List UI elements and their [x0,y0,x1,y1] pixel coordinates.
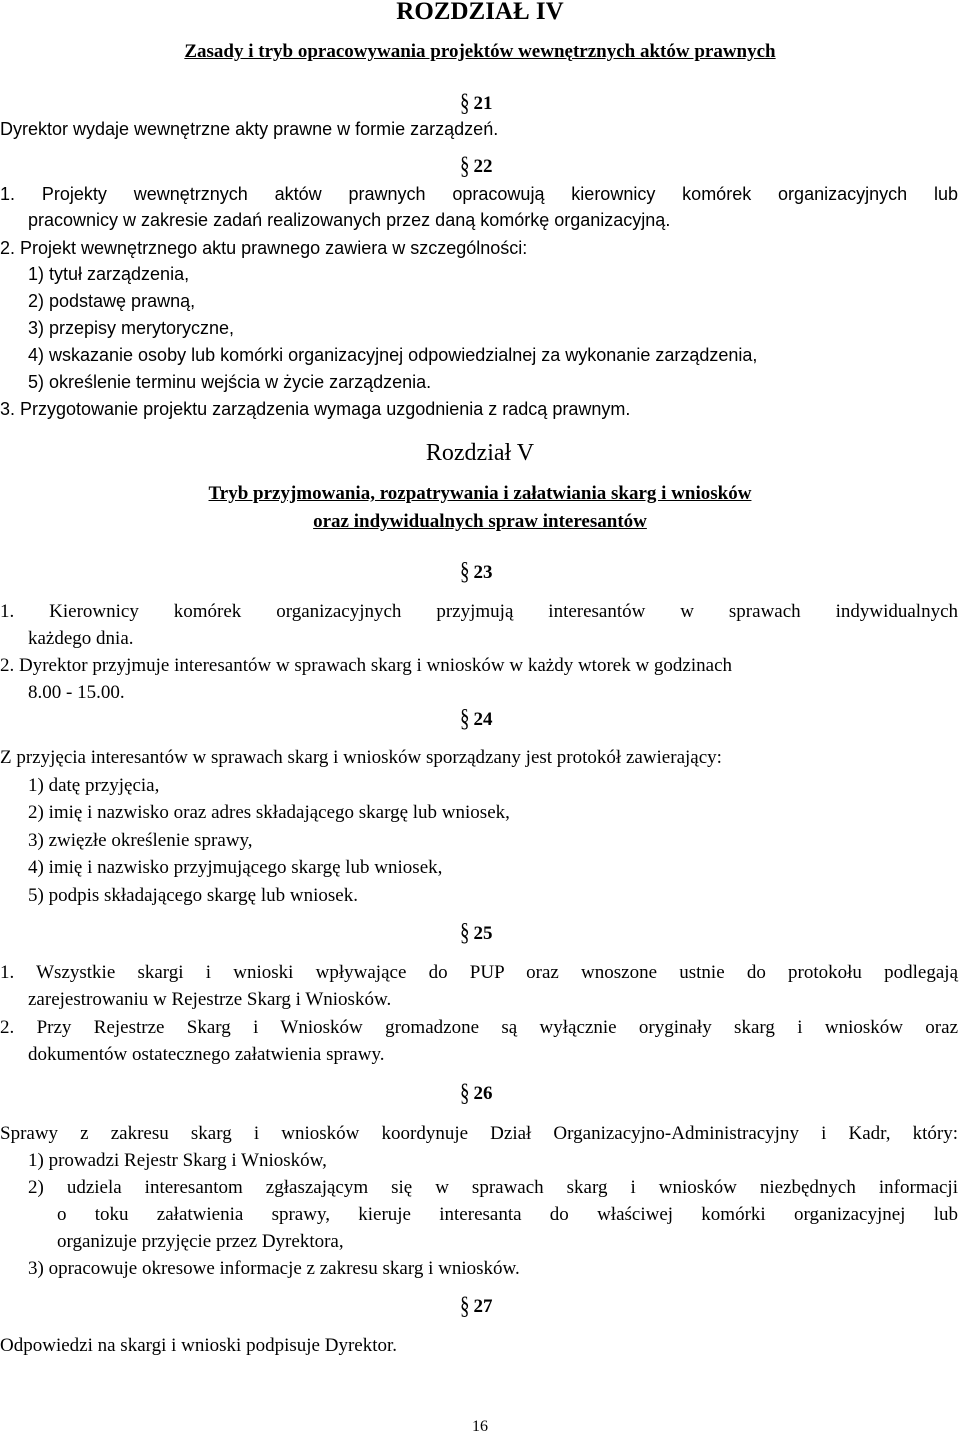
section-26-item-1: 1) prowadzi Rejestr Skarg i Wniosków, [28,1150,327,1171]
section-26-heading: § 26 [460,1079,493,1108]
section-21-heading: § 21 [460,89,493,118]
section-24-item-4: 4) imię i nazwisko przyjmującego skargę lub wniosek, [28,857,443,878]
section-25-heading: § 25 [460,919,493,948]
section-27-heading: § 27 [460,1292,493,1321]
section-25-p1-line2: zarejestrowaniu w Rejestrze Skarg i Wniosków. [28,989,392,1010]
section-22-heading: § 22 [460,152,493,181]
section-25-p1-line1: 1. Wszystkie skargi i wnioski wpływające do PUP oraz wnoszone ustnie do protokołu podlegają [0,962,958,983]
section-23-p1-line2: każdego dnia. [28,628,134,649]
section-22-p1-line1: 1. Projekty wewnętrznych aktów prawnych opracowują kierownicy komórek organizacyjnych lub [0,184,958,204]
chapter-4-subtitle: Zasady i tryb opracowywania projektów wewnętrznych aktów prawnych [184,41,776,62]
section-27-text: Odpowiedzi na skargi i wnioski podpisuje Dyrektor. [0,1335,398,1356]
chapter-5-subtitle-line2: oraz indywidualnych spraw interesantów [313,511,647,532]
chapter-4-title: ROZDZIAŁ IV [396,0,564,25]
chapter-5-title: Rozdział V [425,440,535,466]
section-22-item-2: 2) podstawę prawną, [28,291,196,311]
section-22-p3: 3. Przygotowanie projektu zarządzenia wymaga uzgodnienia z radcą prawnym. [0,399,631,419]
section-24-item-3: 3) zwięzłe określenie sprawy, [28,830,253,851]
section-26-item-2-line1: 2) udziela interesantom zgłaszającym się w sprawach skarg i wniosków niezbędnych informacji [28,1177,958,1198]
section-22-p2: 2. Projekt wewnętrznego aktu prawnego zawiera w szczególności: [0,238,528,258]
section-23-heading: § 23 [460,558,493,587]
section-26-item-2-line3: organizuje przyjęcie przez Dyrektora, [57,1231,344,1252]
section-23-p1-line1: 1. Kierownicy komórek organizacyjnych przyjmują interesantów w sprawach indywidualnych [0,601,958,622]
section-25-p2-line1: 2. Przy Rejestrze Skarg i Wniosków gromadzone są wyłącznie oryginały skarg i wniosków oraz [0,1017,958,1038]
section-26-item-2-line2: o toku załatwienia sprawy, kieruje interesanta do właściwej komórki organizacyjnej lub [57,1204,958,1225]
section-24-item-5: 5) podpis składającego skargę lub wniosek. [28,885,358,906]
section-24-intro: Z przyjęcia interesantów w sprawach skarg i wniosków sporządzany jest protokół zawierający: [0,747,722,768]
section-24-item-2: 2) imię i nazwisko oraz adres składającego skargę lub wniosek, [28,802,510,823]
section-26-item-3: 3) opracowuje okresowe informacje z zakresu skarg i wniosków. [28,1258,520,1279]
section-23-p2-line1: 2. Dyrektor przyjmuje interesantów w sprawach skarg i wniosków w każdy wtorek w godzinach [0,655,733,676]
section-25-p2-line2: dokumentów ostatecznego załatwienia sprawy. [28,1044,385,1065]
section-21-text: Dyrektor wydaje wewnętrzne akty prawne w formie zarządzeń. [0,119,499,139]
section-22-item-4: 4) wskazanie osoby lub komórki organizacyjnej odpowiedzialnej za wykonanie zarządzenia, [28,345,758,365]
section-22-p1-line2: pracownicy w zakresie zadań realizowanych przez daną komórkę organizacyjną. [28,210,671,230]
chapter-5-subtitle-line1: Tryb przyjmowania, rozpatrywania i załatwiania skarg i wniosków [208,483,752,504]
page-number: 16 [472,1418,488,1435]
section-22-item-3: 3) przepisy merytoryczne, [28,318,235,338]
section-26-intro: Sprawy z zakresu skarg i wniosków koordynuje Dział Organizacyjno-Administracyjny i Kadr, który: [0,1123,958,1144]
section-24-item-1: 1) datę przyjęcia, [28,775,160,796]
section-24-heading: § 24 [460,705,493,734]
section-22-item-5: 5) określenie terminu wejścia w życie zarządzenia. [28,372,432,392]
section-23-p2-line2: 8.00 - 15.00. [28,682,125,703]
section-22-item-1: 1) tytuł zarządzenia, [28,264,190,284]
